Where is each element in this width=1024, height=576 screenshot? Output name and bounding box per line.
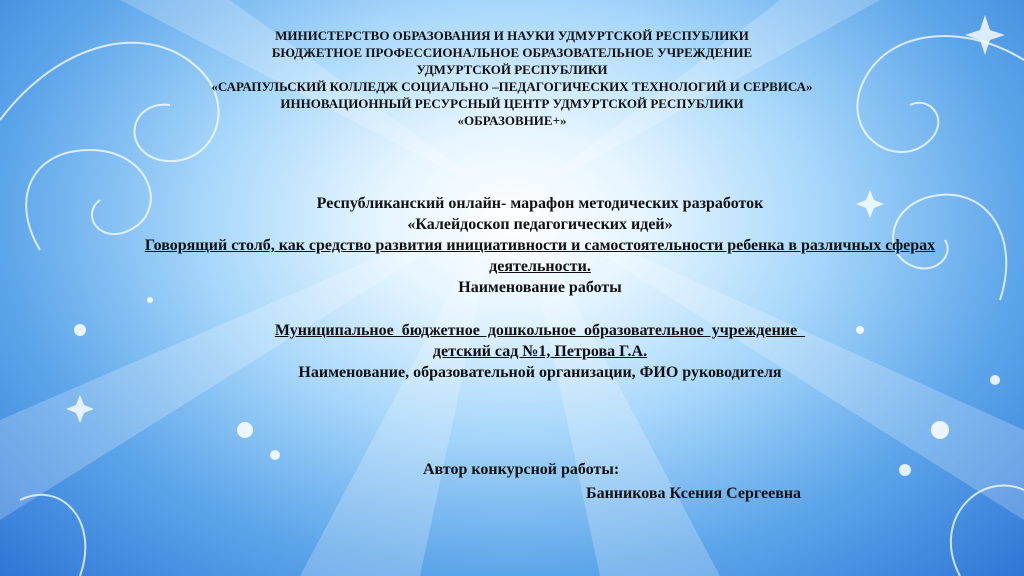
header-line-republic: УДМУРТСКОЙ РЕСПУБЛИКИ xyxy=(416,62,608,77)
author-label: Автор конкурсной работы: xyxy=(423,461,620,478)
organization-caption: Наименование, образовательной организации, ФИО руководителя xyxy=(298,364,782,381)
header-line-college: «САРАПУЛЬСКИЙ КОЛЛЕДЖ СОЦИАЛЬНО –ПЕДАГОГИЧЕСКИХ ТЕХНОЛОГИЙ И СЕРВИСА» xyxy=(211,79,813,94)
spacer xyxy=(130,298,950,320)
header-line-ministry: МИНИСТЕРСТВО ОБРАЗОВАНИЯ И НАУКИ УДМУРТСКОЙ РЕСПУБЛИКИ xyxy=(275,28,749,43)
marathon-subtitle: «Калейдоскоп педагогических идей» xyxy=(407,216,673,233)
work-title: Говорящий столб, как средство развития инициативности и самостоятельности ребенка в различных сферах деятельности. xyxy=(144,237,936,275)
header-line-institution-type: БЮДЖЕТНОЕ ПРОФЕССИОНАЛЬНОЕ ОБРАЗОВАТЕЛЬНОЕ УЧРЕЖДЕНИЕ xyxy=(271,45,753,60)
ministry-header xyxy=(210,27,814,129)
organization-head: детский сад №1, Петрова Г.А. xyxy=(432,343,648,360)
organization-name: Муниципальное бюджетное дошкольное образовательное учреждение xyxy=(274,322,806,339)
work-info xyxy=(130,193,950,383)
marathon-title: Республиканский онлайн- марафон методических разработок xyxy=(316,195,764,212)
work-title-caption: Наименование работы xyxy=(458,279,622,296)
author-name: Банникова Ксения Сергеевна xyxy=(586,485,802,502)
header-line-program: «ОБРАЗОВНИЕ+» xyxy=(457,113,567,128)
header-line-resource-center: ИННОВАЦИОННЫЙ РЕСУРСНЫЙ ЦЕНТР УДМУРТСКОЙ РЕСПУБЛИКИ xyxy=(280,96,744,111)
